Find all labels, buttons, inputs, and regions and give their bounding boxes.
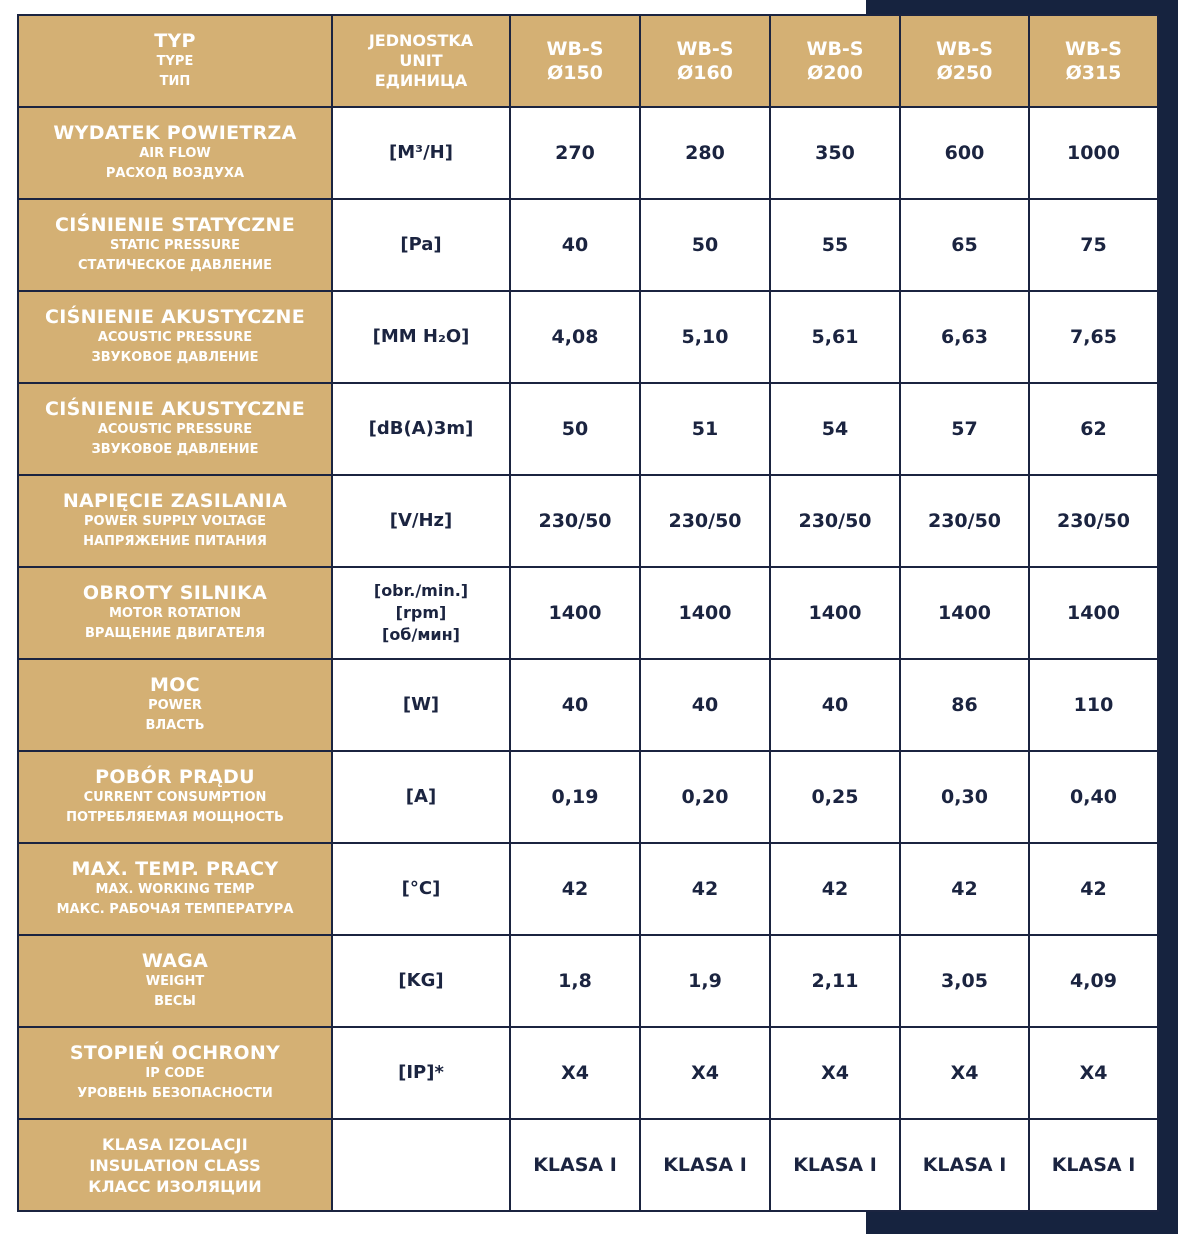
row-value-cell: 270 — [510, 107, 640, 199]
row-label-pl: WYDATEK POWIETRZA — [53, 122, 297, 144]
row-label-cell — [18, 1027, 332, 1119]
header-model-cell — [510, 15, 640, 107]
row-label-ru: ВЛАСТЬ — [145, 718, 205, 733]
row-value-cell: 40 — [510, 199, 640, 291]
row-value-cell: 4,09 — [1029, 935, 1158, 1027]
row-unit: [об/мин] — [382, 625, 460, 644]
row-value-cell: KLASA I — [640, 1119, 770, 1211]
row-value-cell: 2,11 — [770, 935, 900, 1027]
row-value-cell: 1000 — [1029, 107, 1158, 199]
row-unit-cell — [332, 1027, 510, 1119]
row-value-cell: 3,05 — [900, 935, 1029, 1027]
row-value-cell: 5,61 — [770, 291, 900, 383]
row-label-pl: OBROTY SILNIKA — [82, 582, 268, 604]
table-row — [18, 475, 1158, 567]
row-value-cell: 0,20 — [640, 751, 770, 843]
row-label-en: STATIC PRESSURE — [109, 238, 241, 253]
header-model-size: Ø250 — [936, 62, 993, 84]
row-value-cell: 42 — [900, 843, 1029, 935]
header-model-name: WB-S — [1064, 38, 1122, 60]
row-value-cell: 42 — [770, 843, 900, 935]
row-unit-cell — [332, 567, 510, 659]
row-value-cell: 65 — [900, 199, 1029, 291]
row-label-pl: CIŚNIENIE STATYCZNE — [55, 214, 295, 236]
row-unit-cell — [332, 1119, 510, 1211]
table-row — [18, 199, 1158, 291]
row-label-pl: STOPIEŃ OCHRONY — [69, 1042, 281, 1064]
row-label-ru: ВЕСЫ — [154, 994, 196, 1009]
header-type-pl: TYP — [154, 30, 196, 52]
header-unit-cell — [332, 15, 510, 107]
table-row — [18, 291, 1158, 383]
row-unit-cell — [332, 199, 510, 291]
table-row — [18, 751, 1158, 843]
table-row — [18, 567, 1158, 659]
row-label-cell — [18, 291, 332, 383]
header-model-name: WB-S — [935, 38, 993, 60]
header-type-en: TYPE — [156, 54, 194, 69]
row-unit: [W] — [402, 694, 440, 715]
header-unit-en: UNIT — [399, 51, 443, 70]
row-label-en: POWER SUPPLY VOLTAGE — [84, 514, 266, 529]
header-model-cell — [640, 15, 770, 107]
row-label-ru: УРОВЕНЬ БЕЗОПАСНОСТИ — [77, 1086, 273, 1101]
row-label-pl: WAGA — [141, 950, 209, 972]
row-value-cell: 42 — [510, 843, 640, 935]
row-value-cell: X4 — [510, 1027, 640, 1119]
row-value-cell: 110 — [1029, 659, 1158, 751]
row-unit: [obr./min.] — [373, 581, 469, 600]
row-label-en: WEIGHT — [145, 974, 205, 989]
row-value-cell: 0,25 — [770, 751, 900, 843]
row-label-cell — [18, 935, 332, 1027]
row-label-cell — [18, 107, 332, 199]
table-row — [18, 935, 1158, 1027]
row-value-cell: KLASA I — [770, 1119, 900, 1211]
row-label-en: POWER — [148, 698, 202, 713]
row-unit: [IP]* — [398, 1062, 444, 1083]
row-value-cell: 230/50 — [770, 475, 900, 567]
row-value-cell: 51 — [640, 383, 770, 475]
row-unit: [V/Hz] — [389, 510, 453, 531]
row-label-cell — [18, 1119, 332, 1211]
row-value-cell: 1400 — [900, 567, 1029, 659]
row-unit-cell — [332, 935, 510, 1027]
row-value-cell: 42 — [640, 843, 770, 935]
row-value-cell: 50 — [510, 383, 640, 475]
row-value-cell: 0,19 — [510, 751, 640, 843]
header-model-name: WB-S — [806, 38, 864, 60]
header-type-ru: ТИП — [159, 74, 191, 89]
row-label-ru: РАСХОД ВОЗДУХА — [105, 166, 245, 181]
row-label-en: ACOUSTIC PRESSURE — [97, 330, 253, 345]
row-value-cell: 7,65 — [1029, 291, 1158, 383]
header-model-size: Ø150 — [547, 62, 603, 84]
header-model-name: WB-S — [546, 38, 604, 60]
table-header-row — [18, 15, 1158, 107]
row-label-ru: КЛАСС ИЗОЛЯЦИИ — [88, 1176, 262, 1196]
row-label-pl: MOC — [150, 674, 200, 696]
row-label-en: MOTOR ROTATION — [108, 606, 242, 621]
row-unit-cell — [332, 751, 510, 843]
row-value-cell: 55 — [770, 199, 900, 291]
row-label-pl: NAPIĘCIE ZASILANIA — [62, 490, 288, 512]
header-model-cell — [770, 15, 900, 107]
row-unit-cell — [332, 107, 510, 199]
row-label-en: ACOUSTIC PRESSURE — [97, 422, 253, 437]
row-label-ru: МАКС. РАБОЧАЯ ТЕМПЕРАТУРА — [56, 902, 294, 917]
row-label-en: CURRENT CONSUMPTION — [83, 790, 267, 805]
row-value-cell: 230/50 — [640, 475, 770, 567]
row-value-cell: 62 — [1029, 383, 1158, 475]
header-model-size: Ø200 — [807, 62, 863, 84]
row-value-cell: 1400 — [1029, 567, 1158, 659]
row-value-cell: 40 — [640, 659, 770, 751]
row-label-en: AIR FLOW — [139, 146, 211, 161]
row-value-cell: 1400 — [640, 567, 770, 659]
row-value-cell: 1400 — [510, 567, 640, 659]
row-label-pl: MAX. TEMP. PRACY — [71, 858, 279, 880]
row-value-cell: 0,30 — [900, 751, 1029, 843]
row-label-cell — [18, 383, 332, 475]
row-label-ru: СТАТИЧЕСКОЕ ДАВЛЕНИЕ — [77, 258, 273, 273]
header-model-cell — [1029, 15, 1158, 107]
row-value-cell: X4 — [640, 1027, 770, 1119]
row-label-cell — [18, 843, 332, 935]
row-label-ru: ВРАЩЕНИЕ ДВИГАТЕЛЯ — [84, 626, 266, 641]
header-type-cell — [18, 15, 332, 107]
row-value-cell: 4,08 — [510, 291, 640, 383]
row-unit: [°C] — [401, 878, 441, 899]
row-value-cell: KLASA I — [510, 1119, 640, 1211]
row-unit: [M³/H] — [389, 142, 453, 163]
row-value-cell: 6,63 — [900, 291, 1029, 383]
row-label-cell — [18, 199, 332, 291]
row-unit: [A] — [405, 786, 437, 807]
row-value-cell: 230/50 — [510, 475, 640, 567]
row-label-pl: CIŚNIENIE AKUSTYCZNE — [44, 398, 306, 420]
row-value-cell: 0,40 — [1029, 751, 1158, 843]
header-unit-ru: ЕДИНИЦА — [374, 71, 468, 90]
row-value-cell: 5,10 — [640, 291, 770, 383]
header-model-size: Ø160 — [677, 62, 733, 84]
header-model-cell — [900, 15, 1029, 107]
row-value-cell: 54 — [770, 383, 900, 475]
row-label-pl: KLASA IZOLACJI — [101, 1134, 249, 1154]
row-unit-cell — [332, 843, 510, 935]
spec-table — [17, 14, 1159, 1212]
row-label-ru: ЗВУКОВОЕ ДАВЛЕНИЕ — [91, 442, 259, 457]
row-label-ru: НАПРЯЖЕНИЕ ПИТАНИЯ — [83, 534, 267, 549]
row-value-cell: X4 — [770, 1027, 900, 1119]
table-row — [18, 659, 1158, 751]
row-label-ru: ЗВУКОВОЕ ДАВЛЕНИЕ — [91, 350, 259, 365]
row-unit: [rpm] — [395, 603, 447, 622]
row-value-cell: 42 — [1029, 843, 1158, 935]
row-value-cell: 600 — [900, 107, 1029, 199]
row-label-en: INSULATION CLASS — [89, 1155, 261, 1175]
row-value-cell: 57 — [900, 383, 1029, 475]
row-unit-cell — [332, 291, 510, 383]
header-model-size: Ø315 — [1065, 62, 1122, 84]
row-value-cell: 1,9 — [640, 935, 770, 1027]
row-label-cell — [18, 751, 332, 843]
header-model-name: WB-S — [676, 38, 734, 60]
row-value-cell: 350 — [770, 107, 900, 199]
row-unit: [MM H₂O] — [372, 326, 470, 347]
row-label-cell — [18, 659, 332, 751]
row-unit-cell — [332, 659, 510, 751]
row-value-cell: 75 — [1029, 199, 1158, 291]
row-value-cell: X4 — [900, 1027, 1029, 1119]
row-value-cell: KLASA I — [1029, 1119, 1158, 1211]
header-unit-pl: JEDNOSTKA — [368, 31, 474, 50]
row-value-cell: KLASA I — [900, 1119, 1029, 1211]
row-unit-cell — [332, 475, 510, 567]
table-row — [18, 843, 1158, 935]
row-label-pl: POBÓR PRĄDU — [95, 766, 255, 788]
row-unit: [dB(A)3m] — [368, 418, 474, 439]
row-label-pl: CIŚNIENIE AKUSTYCZNE — [44, 306, 306, 328]
row-unit: [Pa] — [400, 234, 442, 255]
table-row — [18, 383, 1158, 475]
table-row — [18, 1027, 1158, 1119]
row-label-en: IP CODE — [145, 1066, 205, 1081]
row-label-cell — [18, 567, 332, 659]
row-value-cell: 230/50 — [900, 475, 1029, 567]
row-unit-cell — [332, 383, 510, 475]
row-value-cell: 280 — [640, 107, 770, 199]
row-value-cell: 40 — [510, 659, 640, 751]
row-label-cell — [18, 475, 332, 567]
row-value-cell: 1400 — [770, 567, 900, 659]
row-label-en: MAX. WORKING TEMP — [95, 882, 255, 897]
row-value-cell: 230/50 — [1029, 475, 1158, 567]
row-unit: [KG] — [398, 970, 444, 991]
row-value-cell: 1,8 — [510, 935, 640, 1027]
row-value-cell: 86 — [900, 659, 1029, 751]
row-label-ru: ПОТРЕБЛЯЕМАЯ МОЩНОСТЬ — [66, 810, 284, 825]
row-value-cell: 40 — [770, 659, 900, 751]
row-value-cell: 50 — [640, 199, 770, 291]
row-value-cell: X4 — [1029, 1027, 1158, 1119]
table-row — [18, 107, 1158, 199]
table-row — [18, 1119, 1158, 1211]
